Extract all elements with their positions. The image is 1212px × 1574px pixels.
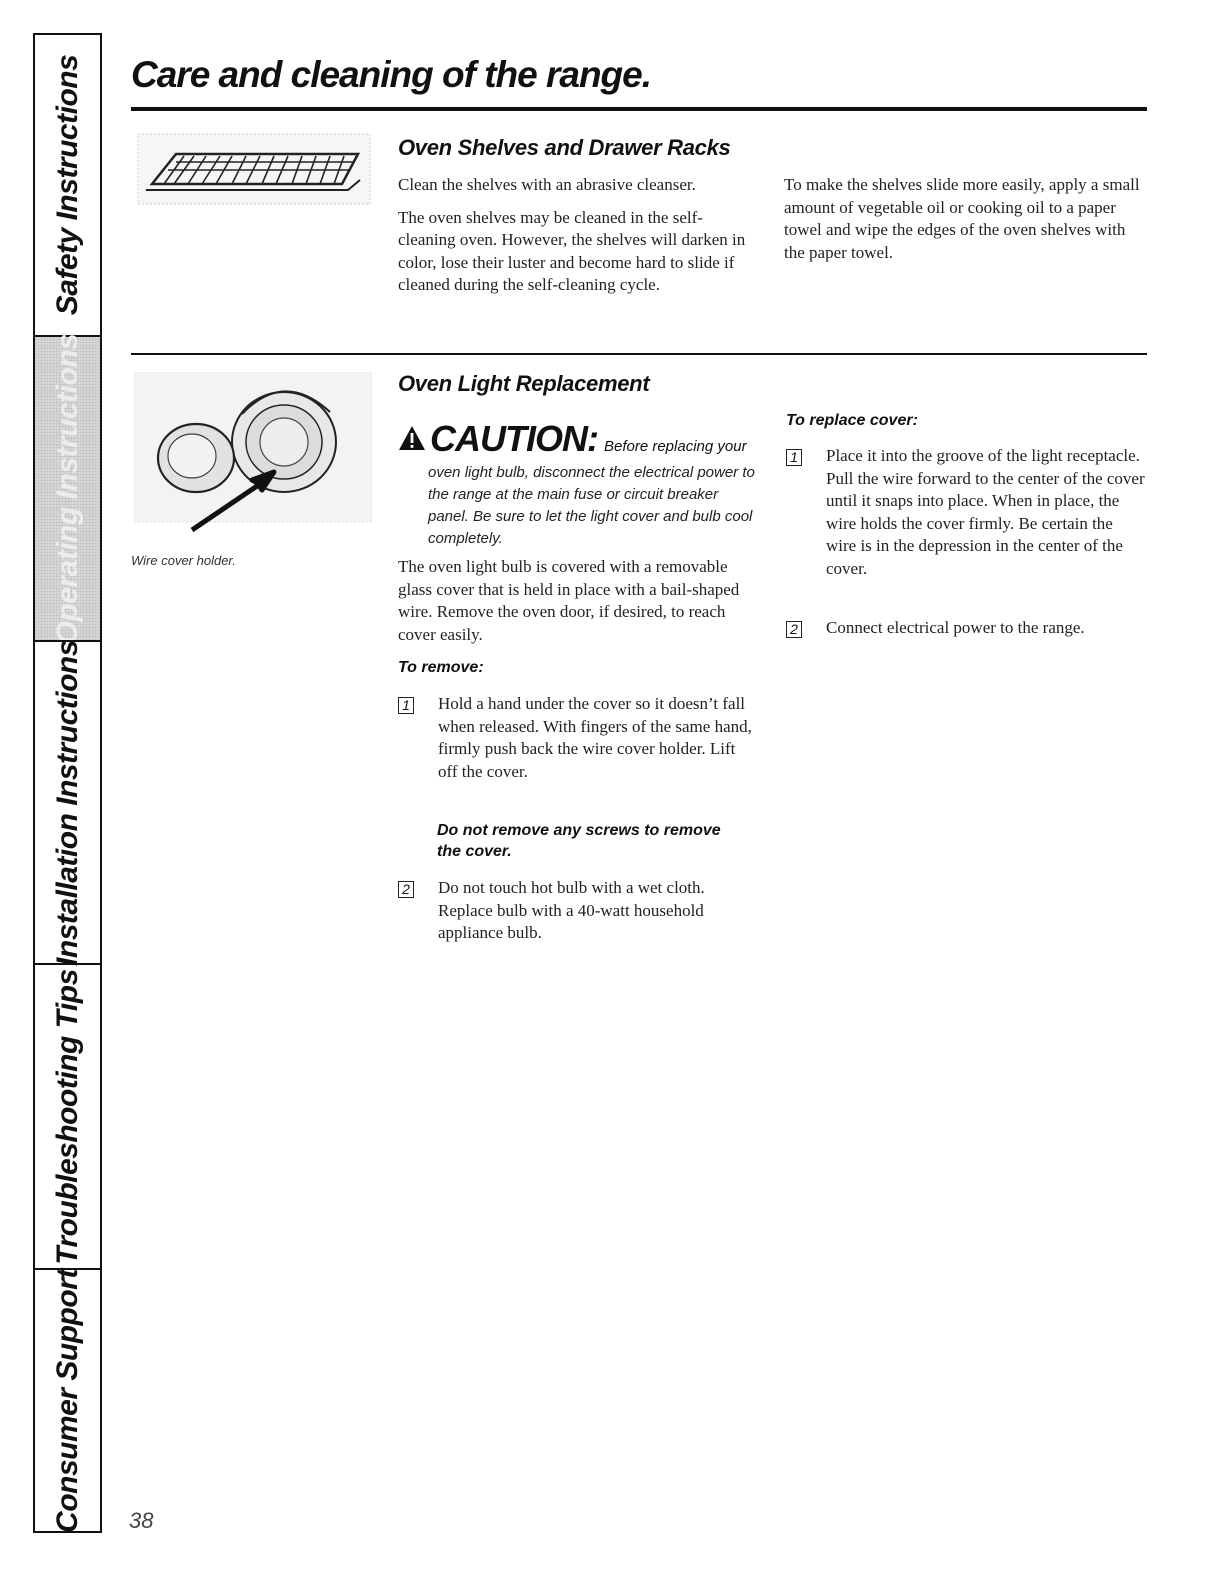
oven-light-illustration: [134, 372, 372, 544]
light-intro-paragraph: The oven light bulb is covered with a removable glass cover that is held in place with a bail-shaped wire. Remove the oven door, if desired, to reach cover easily.: [398, 557, 740, 644]
step-number-box: 2: [398, 881, 414, 898]
step-text: Hold a hand under the cover so it doesn’t fall when released. With fingers of the same hand, firmly push back the wire cover holder. Lift off the cover.: [438, 694, 752, 781]
replace-heading: To replace cover:: [786, 412, 918, 429]
caution-text: oven light bulb, disconnect the electrical power to the range at the main fuse or circuit breaker panel. Be sure to let the light cover and bulb cool completely.: [428, 464, 755, 547]
shelves-paragraph: The oven shelves may be cleaned in the self-cleaning oven. However, the shelves will darken in color, lose their luster and become hard to slide if cleaned during the self-cleaning cycle.: [398, 207, 746, 294]
no-screws-note: Do not remove any screws to remove the cover.: [437, 822, 721, 860]
warning-triangle-icon: [398, 425, 426, 451]
tab-consumer-support[interactable]: [35, 1268, 100, 1531]
shelves-paragraph: Clean the shelves with an abrasive cleanser.: [398, 175, 696, 194]
step-number-box: 1: [398, 697, 414, 714]
tab-label: Operating Instructions: [50, 333, 84, 644]
shelves-column-2: [784, 174, 1144, 274]
tab-safety-instructions[interactable]: [35, 35, 100, 335]
step-number-box: 2: [786, 621, 802, 638]
shelves-paragraph: To make the shelves slide more easily, apply a small amount of vegetable oil or cooking oil to a paper towel and wipe the edges of the oven shelves with the paper towel.: [784, 175, 1140, 262]
light-heading: Oven Light Replacement: [398, 371, 650, 396]
tab-label: Consumer Support: [50, 1268, 84, 1533]
caution-header: [398, 418, 768, 460]
light-intro: [398, 556, 753, 656]
remove-heading: To remove:: [398, 659, 484, 676]
step-number-box: 1: [786, 449, 802, 466]
section-tabs: [33, 33, 102, 1533]
remove-step-2: [398, 877, 753, 945]
shelves-heading: Oven Shelves and Drawer Racks: [398, 135, 731, 160]
shelves-column-1: [398, 174, 758, 307]
remove-step-1: [398, 693, 753, 783]
caution-word: CAUTION:: [430, 418, 598, 459]
tab-label: Troubleshooting Tips: [50, 968, 84, 1265]
tab-label: Installation Instructions: [50, 639, 84, 966]
page-number: 38: [129, 1508, 154, 1533]
replace-step-2: [786, 617, 1146, 640]
section-divider: [131, 353, 1147, 355]
light-illustration-caption: Wire cover holder.: [131, 553, 236, 568]
step-text: Place it into the groove of the light receptacle. Pull the wire forward to the center of the cover until it snaps into place. When in place, the wire holds the cover firmly. Be certain the wire is in the depression in the center of the cover.: [826, 446, 1145, 578]
tab-label: Safety Instructions: [50, 54, 84, 316]
tab-installation-instructions[interactable]: [35, 639, 100, 966]
step-text: Do not touch hot bulb with a wet cloth. Replace bulb with a 40-watt household appliance bulb.: [438, 878, 705, 942]
replace-step-1: [786, 445, 1146, 580]
oven-shelf-illustration: [136, 132, 372, 206]
tab-operating-instructions[interactable]: [35, 333, 100, 644]
page-title: Care and cleaning of the range.: [131, 54, 652, 95]
caution-block: [398, 418, 768, 550]
tab-troubleshooting-tips[interactable]: [35, 963, 100, 1268]
step-text: Connect electrical power to the range.: [826, 618, 1085, 637]
title-rule: [131, 107, 1147, 111]
caution-lead-text: Before replacing your: [603, 438, 747, 455]
